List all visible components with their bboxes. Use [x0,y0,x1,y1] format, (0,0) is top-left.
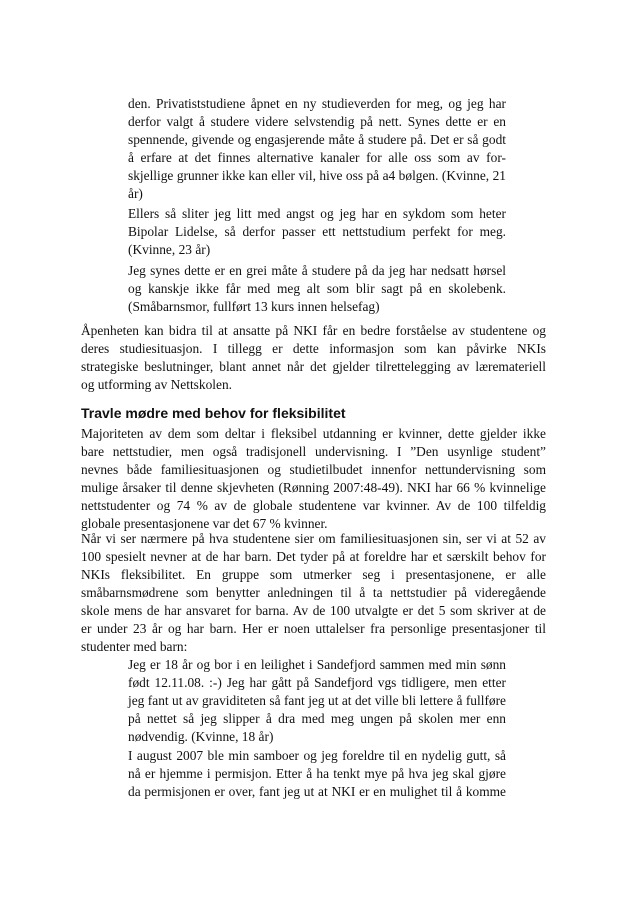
paragraph-line: deres studiesituasjon. I tillegg er dette informasjon som kan påvirke NKIs [81,341,546,356]
paragraph-line: er under 23 år og har barn. Her er noen uttalelser fra personlige presentasjoner til [81,621,546,636]
quote-line: å erfare at det finnes alternative kanaler for alle oss som av for- [128,150,506,165]
quote-line: skjellige grunner ikke kan eller vil, hive oss på a4 bølgen. (Kvinne, 21 [128,168,506,183]
quote-line: da permisjonen er over, fant jeg ut at NKI er en mulighet til å komme [128,784,506,799]
paragraph-line: globale presentasjonene var det 67 % kvinner. [81,516,328,531]
paragraph-line: nettstudenter og 74 % av de globale studentene var kvinner. Av de 100 tilfeldig [81,498,546,513]
paragraph-line: strategiske beslutninger, blant annet når det gjelder tilrettelegging av læremateriell [81,359,546,374]
quote-line: født 12.11.08. :-) Jeg har gått på Sandefjord vgs tidligere, men etter [128,675,506,690]
paragraph-line: mulige årsaker til denne skjevheten (Rønning 2007:48-49). NKI har 66 % kvinnelige [81,480,546,495]
paragraph-line: Åpenheten kan bidra til at ansatte på NKI får en bedre forståelse av studentene og [81,323,546,338]
quote-line: nå er hjemme i permisjon. Etter å ha tenkt mye på hva jeg skal gjøre [128,766,506,781]
paragraph-line: Når vi ser nærmere på hva studentene sier om familiesituasjonen sin, ser vi at 52 av [81,531,546,546]
quote-line: den. Privatiststudiene åpnet en ny studieverden for meg, og jeg har [128,96,506,111]
quote-line: I august 2007 ble min samboer og jeg foreldre til en nydelig gutt, så [128,748,506,763]
paragraph-line: skole mens de har ansvaret for barna. Av de 100 utvalgte er det 5 som skriver at de [81,603,546,618]
paragraph-line: 100 spesielt nevner at de har barn. Det tyder på at foreldre har et særskilt behov for [81,549,546,564]
quote-line: Ellers så sliter jeg litt med angst og jeg har en sykdom som heter [128,206,506,221]
quote-line: nødvendig. (Kvinne, 18 år) [128,729,274,744]
paragraph-line: studenter med barn: [81,639,188,654]
quote-line: jeg fant ut av graviditeten så fant jeg ut at det ville bli lettere å fullføre [128,693,506,708]
quote-line: Bipolar Lidelse, så derfor passer ett nettstudium perfekt for meg. [128,224,506,239]
paragraph-line: Majoriteten av dem som deltar i fleksibel utdanning er kvinner, dette gjelder ikke [81,426,546,441]
quote-line: spennende, givende og engasjerende måte å studere på. Det er så godt [128,132,506,147]
section-heading: Travle mødre med behov for fleksibilitet [81,405,346,421]
quote-line: Jeg synes dette er en grei måte å studere på da jeg har nedsatt hørsel [128,263,506,278]
quote-line: derfor valgt å studere videre selvstendig på nett. Synes dette er en [128,114,506,129]
paragraph-line: småbarnsmødrene som benytter anledningen til å ta nettstudier på videregående [81,585,546,600]
quote-line: år) [128,186,143,201]
quote-line: (Kvinne, 23 år) [128,242,211,257]
quote-line: på nettet så jeg slipper å dra med meg ungen på skolen mer enn [128,711,506,726]
quote-line: Jeg er 18 år og bor i en leilighet i Sandefjord sammen med min sønn [128,657,506,672]
paragraph-line: NKIs fleksibilitet. En gruppe som utmerker seg i presentasjonene, er alle [81,567,546,582]
quote-line: (Småbarnsmor, fullført 13 kurs innen helsefag) [128,299,380,314]
paragraph-line: og utforming av Nettskolen. [81,377,232,392]
quote-line: og kanskje ikke får med meg alt som blir sagt på en skolebenk. [128,281,506,296]
paragraph-line: nevnes både familiesituasjonen og studietilbudet innenfor nettundervisning som [81,462,546,477]
paragraph-line: bare nettstudier, men også tradisjonell undervisning. I ”Den usynlige student” [81,444,546,459]
